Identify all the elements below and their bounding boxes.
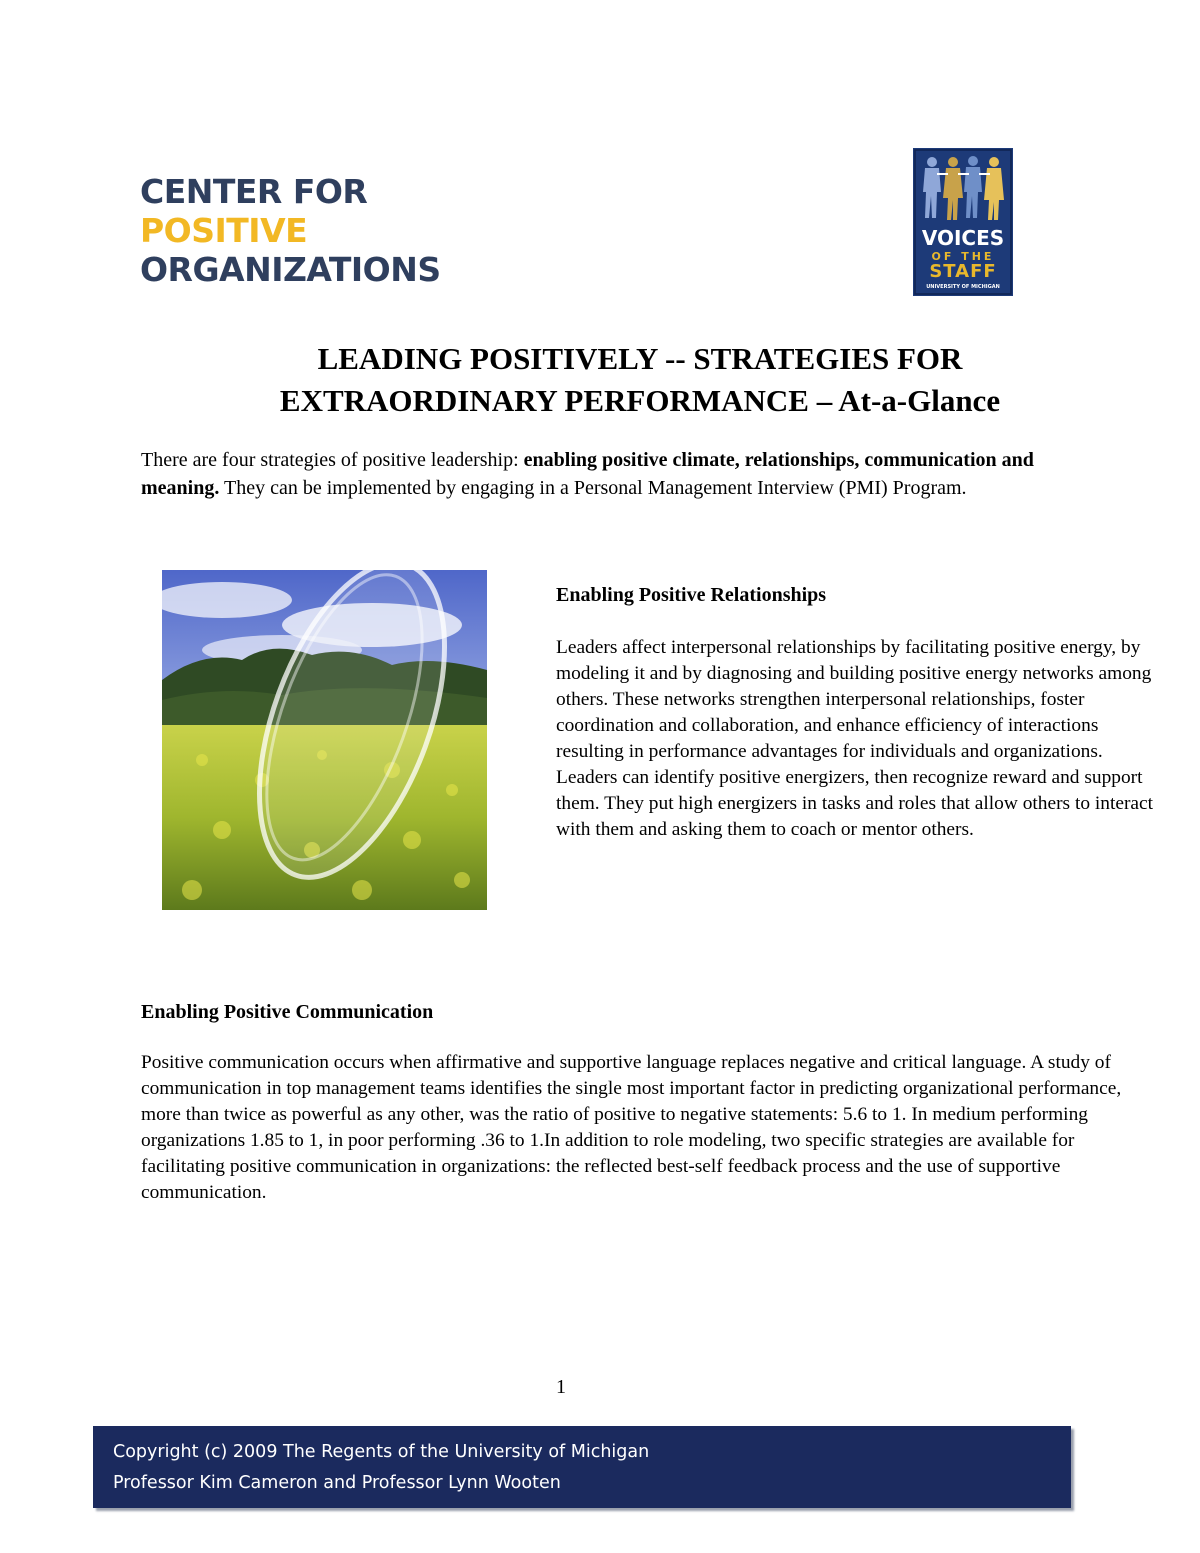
intro-paragraph xyxy=(141,446,1101,502)
footer-authors-line: Professor Kim Cameron and Professor Lynn Wooten xyxy=(113,1473,561,1493)
logo-staff-text: STAFF xyxy=(929,261,997,282)
logo-of-the-text: OF THE xyxy=(931,250,995,263)
title-line-2: EXTRAORDINARY PERFORMANCE – At-a-Glance xyxy=(279,383,1001,418)
title-line-1: LEADING POSITIVELY -- STRATEGIES FOR xyxy=(317,341,963,376)
page-number: 1 xyxy=(556,1376,566,1398)
intro-strategies-bold: enabling positive climate, relationships, communication and meaning. xyxy=(141,449,1034,499)
logo-line-organizations: ORGANIZATIONS xyxy=(140,250,441,289)
footer-copyright-line: Copyright (c) 2009 The Regents of the University of Michigan xyxy=(113,1442,650,1462)
intro-text-1: There are four strategies of positive leadership: xyxy=(141,449,524,471)
copyright-footer xyxy=(93,1426,1071,1508)
logo-line-center-for: CENTER FOR xyxy=(140,172,368,211)
center-for-positive-organizations-logo xyxy=(140,172,441,289)
meadow-photo xyxy=(162,570,487,910)
logo-voices-text: VOICES xyxy=(921,226,1005,250)
communication-heading: Enabling Positive Communication xyxy=(141,1001,434,1023)
relationships-heading: Enabling Positive Relationships xyxy=(556,584,827,606)
logo-university-text: UNIVERSITY OF MICHIGAN xyxy=(926,284,1000,290)
intro-text-2: They can be implemented by engaging in a Personal Management Interview (PMI) Program. xyxy=(219,477,967,499)
relationships-paragraph: Leaders affect interpersonal relationships by facilitating positive energy, by modeling it and by diagnosing and building positive energy networks among others. These networks strengthen interpersonal relationships, foster coordination and collaboration, and enhance efficiency of interactions resulting in performance advantages for individuals and organizations. Leaders can identify positive energizers, then recognize reward and support them. They put high energizers in tasks and roles that allow others to interact with them and asking them to coach or mentor others. xyxy=(556,637,1154,840)
voices-of-the-staff-logo xyxy=(913,148,1013,296)
logo-line-positive: POSITIVE xyxy=(140,211,308,250)
communication-paragraph: Positive communication occurs when affirmative and supportive language replaces negative and critical language. A study of communication in top management teams identifies the single most important factor in predicting organizational performance, more than twice as powerful as any other, was the ratio of positive to negative statements: 5.6 to 1. In medium performing organizations 1.85 to 1, in poor performing .36 to 1.In addition to role modeling, two specific strategies are available for facilitating positive communication in organizations: the reflected best-self feedback process and the use of supportive communication. xyxy=(141,1052,1122,1203)
document-title xyxy=(120,338,1160,422)
